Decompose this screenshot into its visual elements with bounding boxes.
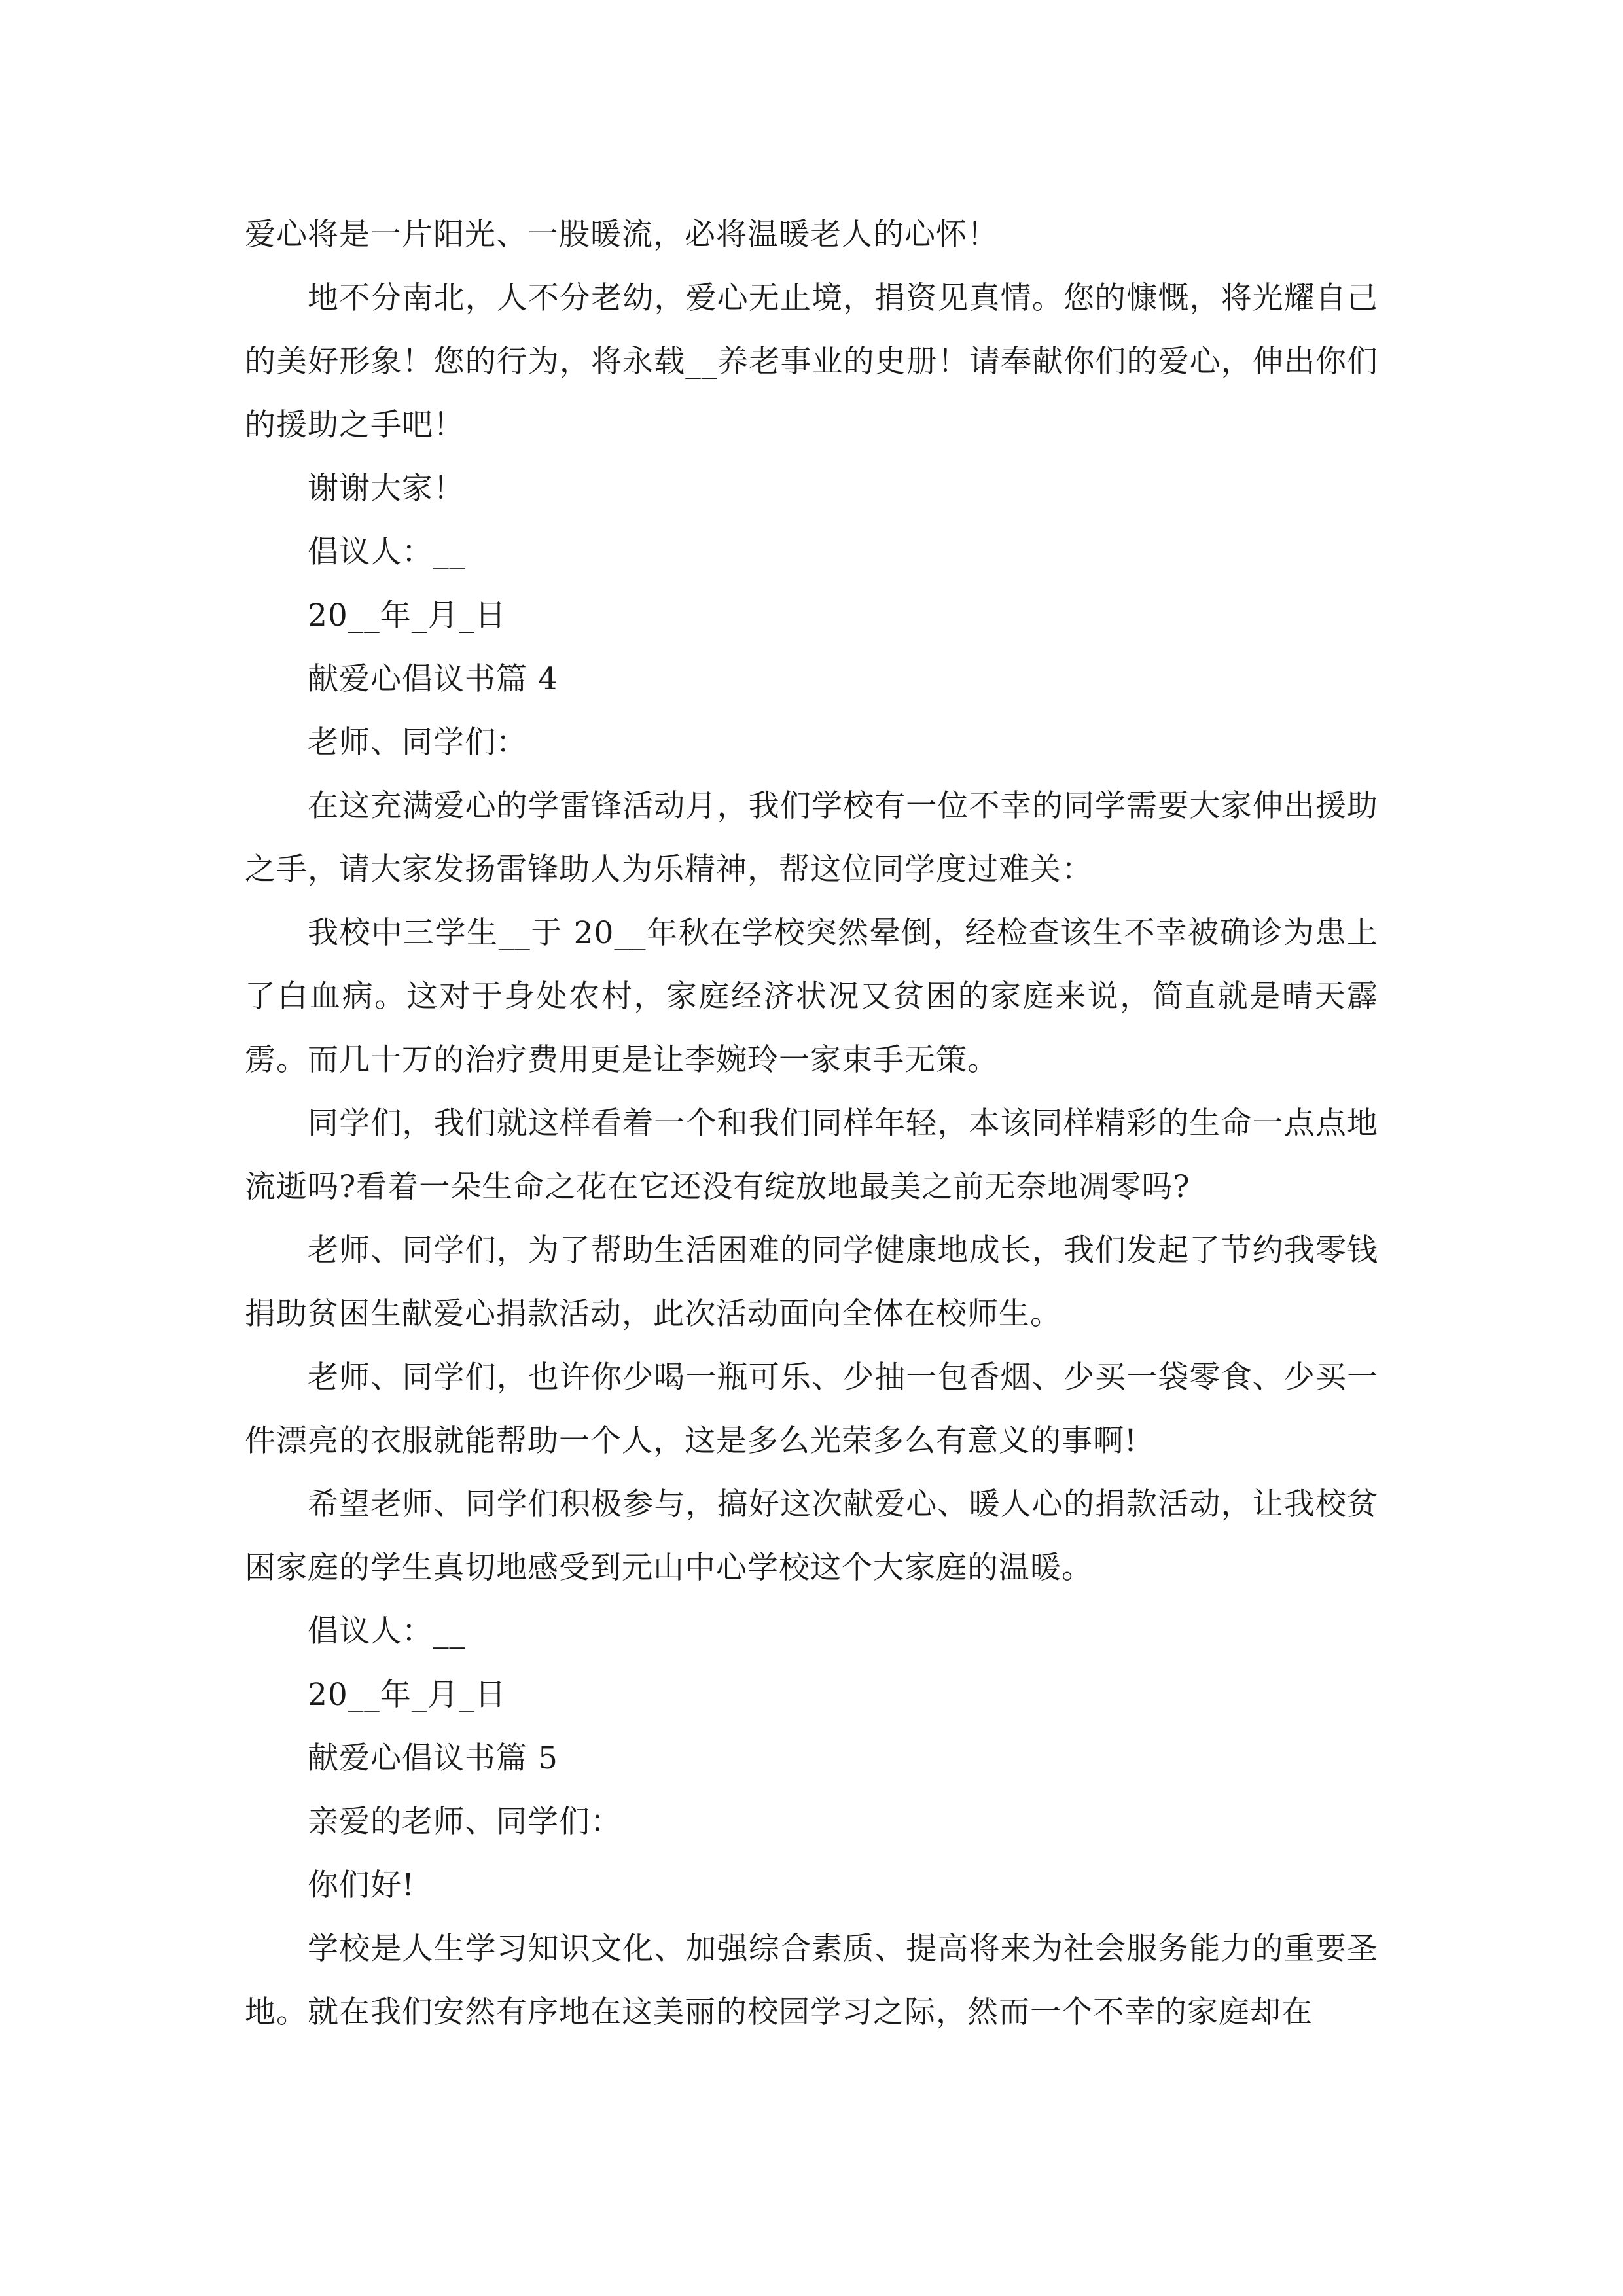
section-title: 献爱心倡议书篇 5 bbox=[308, 1740, 558, 1776]
date-line: 20__年_月_日 bbox=[308, 598, 507, 634]
date-line: 20__年_月_日 bbox=[308, 1677, 507, 1713]
document-body bbox=[245, 203, 1378, 2044]
greeting: 你们好! bbox=[308, 1867, 415, 1903]
paragraph: 谢谢大家！ bbox=[308, 471, 465, 507]
signature-line: 倡议人：__ bbox=[308, 1613, 465, 1649]
paragraph: 希望老师、同学们积极参与，搞好这次献爱心、暖人心的捐款活动，让我校贫困家庭的学生真切地感受到元山中心学校这个大家庭的温暖。 bbox=[245, 1486, 1378, 1586]
salutation: 亲爱的老师、同学们： bbox=[308, 1804, 622, 1840]
salutation: 老师、同学们： bbox=[308, 725, 527, 761]
signature-line: 倡议人：__ bbox=[308, 534, 465, 570]
paragraph: 在这充满爱心的学雷锋活动月，我们学校有一位不幸的同学需要大家伸出援助之手，请大家发扬雷锋助人为乐精神，帮这位同学度过难关： bbox=[245, 788, 1378, 888]
paragraph: 我校中三学生__于 20__年秋在学校突然晕倒，经检查该生不幸被确诊为患上了白血病。这对于身处农村，家庭经济状况又贫困的家庭来说，简直就是晴天霹雳。而几十万的治疗费用更是让李婉玲一家束手无策。 bbox=[245, 915, 1378, 1078]
paragraph: 学校是人生学习知识文化、加强综合素质、提高将来为社会服务能力的重要圣地。就在我们安然有序地在这美丽的校园学习之际，然而一个不幸的家庭却在 bbox=[245, 1931, 1378, 2030]
paragraph: 老师、同学们，为了帮助生活困难的同学健康地成长，我们发起了节约我零钱捐助贫困生献爱心捐款活动，此次活动面向全体在校师生。 bbox=[245, 1232, 1378, 1332]
paragraph: 爱心将是一片阳光、一股暖流，必将温暖老人的心怀！ bbox=[245, 217, 999, 253]
section-title: 献爱心倡议书篇 4 bbox=[308, 661, 558, 697]
paragraph: 地不分南北，人不分老幼，爱心无止境，捐资见真情。您的慷慨，将光耀自己的美好形象！您的行为，将永载__养老事业的史册！请奉献你们的爱心，伸出你们的援助之手吧！ bbox=[245, 280, 1378, 443]
paragraph: 老师、同学们，也许你少喝一瓶可乐、少抽一包香烟、少买一袋零食、少买一件漂亮的衣服就能帮助一个人，这是多么光荣多么有意义的事啊! bbox=[245, 1359, 1378, 1459]
paragraph: 同学们，我们就这样看着一个和我们同样年轻，本该同样精彩的生命一点点地流逝吗?看着一朵生命之花在它还没有绽放地最美之前无奈地凋零吗? bbox=[245, 1105, 1378, 1205]
